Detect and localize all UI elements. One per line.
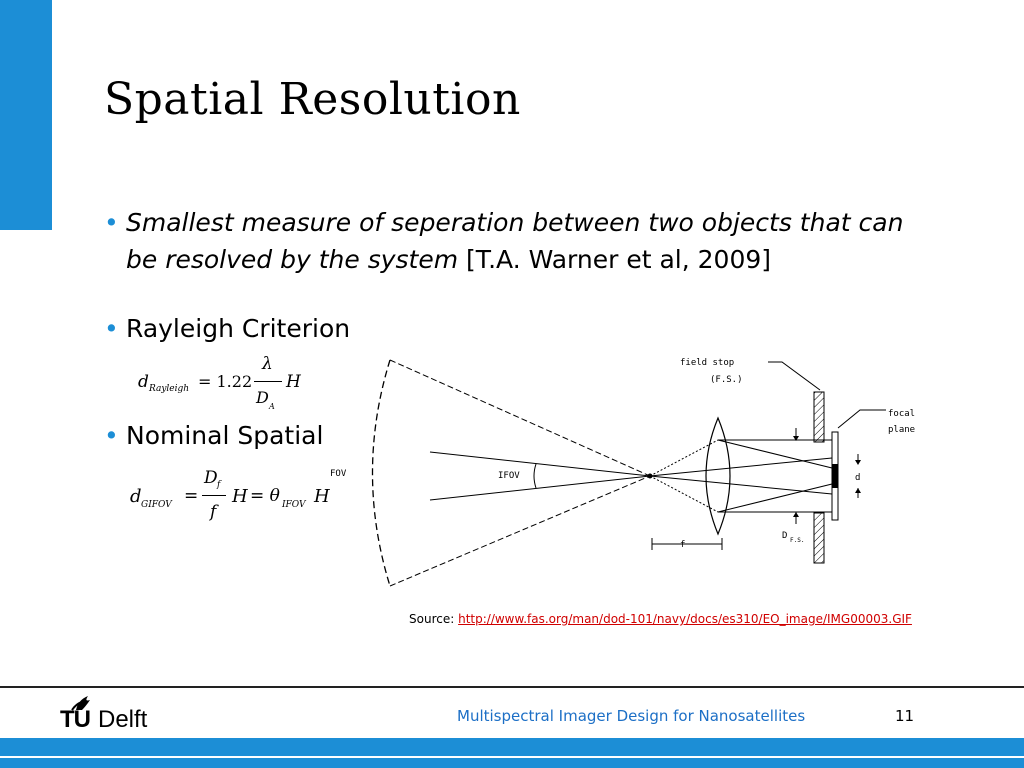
fov-ray-bottom: [390, 476, 650, 586]
fs-label: (F.S.): [710, 375, 743, 385]
logo-tu: TU: [60, 706, 90, 733]
plane-label: plane: [888, 425, 916, 435]
formula-d: d: [138, 372, 149, 392]
logo-delft: Delft: [98, 706, 148, 733]
formula-D: D: [256, 388, 269, 407]
dfs-sub: F.S.: [790, 537, 805, 544]
ray-a: [650, 458, 832, 476]
nominal-label: Nominal Spatial: [126, 421, 324, 450]
d-label: d: [855, 473, 861, 483]
ifov-label: IFOV: [498, 471, 520, 481]
bottom-band: [0, 738, 1024, 768]
bottom-band-stripe: [0, 756, 1024, 758]
slide-title: Spatial Resolution: [104, 74, 521, 125]
tu-delft-logo: [60, 692, 170, 732]
field-stop-label: field stop: [680, 358, 735, 368]
formula-sub: GIFOV: [141, 500, 172, 510]
gifov-formula: [130, 466, 330, 530]
f-label: f: [680, 540, 686, 550]
lens: [706, 418, 730, 534]
formula-Df: D: [204, 468, 218, 488]
formula-eq2: = θ: [250, 486, 280, 506]
citation: [T.A. Warner et al, 2009]: [466, 245, 772, 274]
source-label: Source:: [409, 612, 455, 626]
page-number: 11: [895, 707, 915, 725]
definition-text-line2: be resolved by the system: [126, 245, 459, 274]
field-stop-bottom: [814, 513, 824, 563]
dfs-label: D: [782, 531, 788, 541]
formula-H: H: [286, 372, 301, 392]
formula-D-sub: A: [269, 402, 275, 411]
bullet-rayleigh: [104, 310, 350, 347]
ray-b: [650, 476, 832, 494]
ifov-ray-bottom: [430, 476, 650, 500]
formula-d: d: [130, 486, 142, 507]
optics-diagram: [330, 348, 930, 603]
footer-title: Multispectral Imager Design for Nanosatellites: [457, 707, 806, 725]
definition-text-line1: Smallest measure of seperation between two objects that can: [126, 208, 904, 237]
formula-H2: H: [314, 486, 330, 507]
bullet-nominal: [104, 417, 323, 454]
rayleigh-formula: [138, 352, 308, 414]
footer-divider: [0, 686, 1024, 688]
formula-lambda: λ: [262, 354, 273, 374]
field-stop-top: [814, 392, 824, 442]
bullet-dot: •: [104, 314, 119, 343]
source-link[interactable]: http://www.fas.org/man/dod-101/navy/docs/es310/EO_image/IMG00003.GIF: [458, 612, 912, 626]
bullet-definition: [104, 204, 924, 278]
rayleigh-label: Rayleigh Criterion: [126, 314, 351, 343]
bullet-dot: •: [104, 421, 119, 450]
formula-f: f: [210, 502, 217, 522]
formula-Df-sub: f: [217, 480, 221, 490]
fov-ray-top: [390, 360, 650, 476]
focal-label: focal: [888, 409, 916, 419]
bullet-dot: •: [104, 208, 119, 237]
formula-theta-sub: IFOV: [282, 500, 306, 510]
accent-bar: [0, 0, 52, 230]
detector: [832, 464, 838, 488]
formula-eq: = 1.22: [198, 372, 253, 391]
fov-arc: [373, 360, 391, 586]
formula-H: H: [232, 486, 248, 507]
ifov-arc: [534, 464, 536, 488]
source-line: [409, 612, 912, 626]
formula-sub: Rayleigh: [149, 384, 190, 394]
formula-eq: =: [184, 486, 199, 506]
fov-label: FOV: [330, 469, 347, 479]
fraction-bar: [254, 381, 282, 382]
ifov-ray-top: [430, 452, 650, 476]
fraction-bar: [202, 495, 226, 496]
